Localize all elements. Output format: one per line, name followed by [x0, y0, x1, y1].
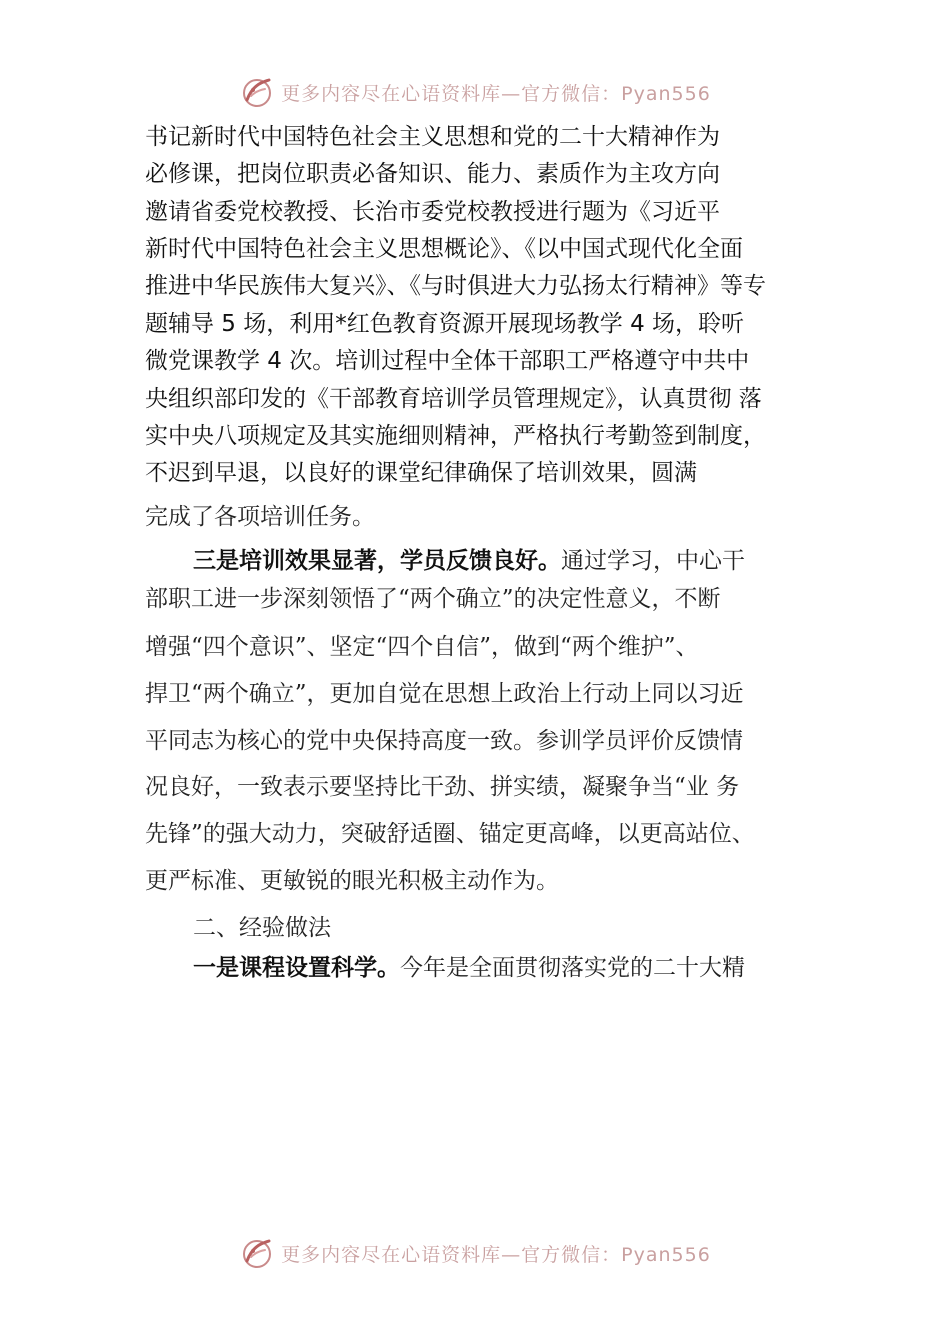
watermark-text: 更多内容尽在心语资料库—官方微信：Pyan556	[281, 1243, 711, 1266]
watermark-footer	[0, 1233, 950, 1273]
text-line: 增强“四个意识”、坚定“四个自信”，做到“两个维护”、	[145, 634, 699, 660]
text-line: 况良好，一致表示要坚持比干劲、拼实绩，凝聚争当“业 务	[145, 774, 740, 800]
watermark-header	[0, 72, 950, 112]
text-line: 先锋”的强大动力，突破舒适圈、锚定更高峰，以更高站位、	[145, 821, 755, 847]
text-line: 部职工进一步深刻领悟了“两个确立”的决定性意义，不断	[145, 586, 721, 612]
text-line: 新时代中国特色社会主义思想概论》、《以中国式现代化全面	[145, 236, 743, 262]
paragraph-four-first-line	[193, 955, 745, 983]
text-line: 必修课，把岗位职责必备知识、能力、素质作为主攻方向	[145, 161, 720, 187]
section-heading: 二、经验做法	[193, 915, 331, 941]
text-line: 捍卫“两个确立”，更加自觉在思想上政治上行动上同以习近	[145, 681, 744, 707]
text-line: 书记新时代中国特色社会主义思想和党的二十大精神作为	[145, 124, 720, 150]
text-line: 央组织部印发的《干部教育培训学员管理规定》，认真贯彻 落	[145, 386, 762, 412]
watermark-text: 更多内容尽在心语资料库—官方微信：Pyan556	[281, 82, 711, 105]
paragraph-three-first-line	[193, 548, 745, 576]
text-line: 邀请省委党校教授、长治市委党校教授进行题为《习近平	[145, 199, 720, 225]
text-line: 题辅导 5 场，利用*红色教育资源开展现场教学 4 场，聆听	[145, 311, 745, 337]
text-line: 更严标准、更敏锐的眼光积极主动作为。	[145, 868, 559, 894]
paragraph-lead-rest: 通过学习，中心干	[561, 548, 745, 574]
paragraph-lead-bold: 一是课程设置科学。	[193, 955, 400, 981]
text-line: 平同志为核心的党中央保持高度一致。参训学员评价反馈情	[145, 728, 743, 754]
text-line: 实中央八项规定及其实施细则精神，严格执行考勤签到制度，	[145, 423, 766, 449]
text-line: 微党课教学 4 次。培训过程中全体干部职工严格遵守中共中	[145, 348, 750, 374]
text-line: 完成了各项培训任务。	[145, 504, 375, 530]
text-line: 推进中华民族伟大复兴》、《与时俱进大力弘扬太行精神》等专	[145, 273, 766, 299]
logo-icon	[239, 74, 275, 110]
paragraph-lead-bold: 三是培训效果显著，学员反馈良好。	[193, 548, 561, 574]
logo-icon	[239, 1235, 275, 1271]
paragraph-lead-rest: 今年是全面贯彻落实党的二十大精	[400, 955, 745, 981]
text-line: 不迟到早退，以良好的课堂纪律确保了培训效果，圆满	[145, 460, 697, 486]
